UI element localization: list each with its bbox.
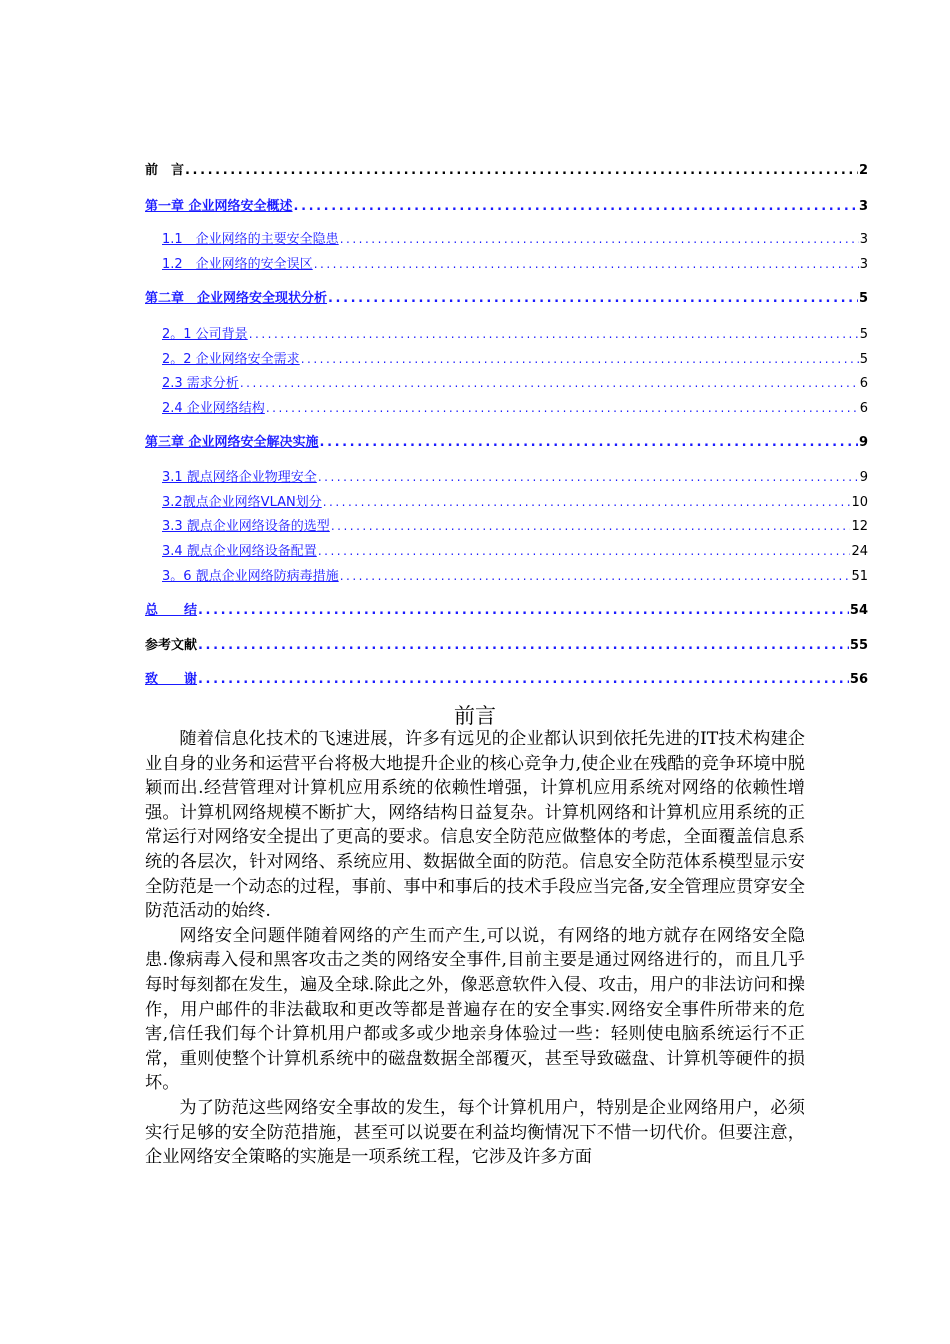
toc-leader-dots [301,350,859,368]
toc-entry-title: 3.2靓点企业网络VLAN划分 [162,495,322,510]
toc-entry-page: 51 [851,569,868,584]
toc-leader-dots [318,468,859,486]
toc-leader-dots [331,517,851,535]
toc-entry-page: 9 [858,435,868,450]
toc-entry-3-1[interactable] [145,468,868,487]
toc-entry-title: 3.4 靓点企业网络设备配置 [162,544,317,559]
toc-entry-page: 5 [859,352,868,367]
toc-entry-title: 3.3 靓点企业网络设备的选型 [162,519,330,534]
preface-paragraph: 随着信息化技术的飞速进展，许多有远见的企业都认识到依托先进的IT技术构建企业自身的业务和运营平台将极大地提升企业的核心竞争力,使企业在残酷的竞争环境中脱颖而出.经营管理对计算机应用系统的依赖性增强，计算机应用系统对网络的依赖性增强。计算机网络规模不断扩大，网络结构日益复杂。计算机网络和计算机应用系统的正常运行对网络安全提出了更高的要求。信息安全防范应做整体的考虑，全面覆盖信息系统的各层次，针对网络、系统应用、数据做全面的防范。信息安全防范体系模型显示安全防范是一个动态的过程，事前、事中和事后的技术手段应当完备,安全管理应贯穿安全防范活动的始终. [145,729,805,922]
toc-entry-title: 2。2 企业网络安全需求 [162,352,300,367]
toc-entry-title: 1.1 企业网络的主要安全隐患 [162,232,339,247]
toc-leader-dots [328,290,858,308]
toc-entry-chapter-1[interactable] [145,198,868,216]
toc-entry-title: 2。1 公司背景 [162,327,248,342]
toc-entry-page: 5 [858,291,868,306]
toc-entry-title: 第三章 企业网络安全解决实施 [145,435,319,450]
toc-entry-title: 参考文献 [145,638,198,653]
toc-entry-page: 3 [859,257,868,272]
toc-leader-dots [266,399,859,417]
toc-leader-dots [320,434,858,452]
toc-entry-page: 6 [859,401,868,416]
toc-entry-summary[interactable] [145,602,868,620]
preface-paragraph: 网络安全问题伴随着网络的产生而产生,可以说，有网络的地方就存在网络安全隐患.像病毒入侵和黑客攻击之类的网络安全事件,目前主要是通过网络进行的，而且几乎每时每刻都在发生，遍及全球.除此之外，像恶意软件入侵、攻击，用户的非法访问和操作，用户邮件的非法截取和更改等都是普遍存在的安全事实.网络安全事件所带来的危害,信任我们每个计算机用户都或多或少地亲身体验过一些：轻则使电脑系统运行不正常，重则使整个计算机系统中的磁盘数据全部覆灭，甚至导致磁盘、计算机等硬件的损坏。 [145,925,805,1094]
toc-leader-dots [185,162,858,180]
toc-entry-references[interactable] [145,637,868,655]
toc-entry-title: 2.4 企业网络结构 [162,401,265,416]
toc-leader-dots [198,671,849,689]
toc-entry-title: 致 谢 [145,672,198,687]
preface-paragraph: 为了防范这些网络安全事故的发生，每个计算机用户，特别是企业网络用户，必须实行足够的安全防范措施，甚至可以说要在利益均衡情况下不惜一切代价。但要注意，企业网络安全策略的实施是一项系统工程，它涉及许多方面 [145,1097,805,1168]
toc-leader-dots [318,542,851,560]
toc-entry-2-2[interactable] [145,350,868,369]
toc-leader-dots [198,602,849,620]
toc-leader-dots [323,493,851,511]
toc-entry-3-2[interactable] [145,493,868,512]
preface-heading: 前言 [454,704,496,728]
toc-entry-page: 6 [859,376,868,391]
toc-entry-title: 总 结 [145,603,198,618]
toc-entry-page: 55 [849,638,868,653]
toc-leader-dots [240,374,859,392]
toc-entry-page: 10 [851,495,868,510]
toc-entry-page: 9 [859,470,868,485]
toc-entry-2-3[interactable] [145,374,868,393]
toc-entry-title: 3.1 靓点网络企业物理安全 [162,470,317,485]
toc-entry-chapter-2[interactable] [145,290,868,308]
toc-entry-2-1[interactable] [145,325,868,344]
toc-entry-page: 5 [859,327,868,342]
toc-entry-page: 3 [858,199,868,214]
toc-entry-title: 第二章 企业网络安全现状分析 [145,291,328,306]
toc-leader-dots [314,255,859,273]
toc-entry-2-4[interactable] [145,399,868,418]
toc-entry-title: 第一章 企业网络安全概述 [145,199,293,214]
toc-entry-acknowledgements[interactable] [145,671,868,689]
toc-entry-page: 54 [849,603,868,618]
toc-entry-page: 3 [859,232,868,247]
toc-entry-3-6[interactable] [145,567,868,586]
toc-entry-title: 3。6 靓点企业网络防病毒措施 [162,569,339,584]
toc-leader-dots [198,637,849,655]
toc-leader-dots [294,198,858,216]
preface-body [145,727,805,1170]
toc-entry-title: 1.2 企业网络的安全误区 [162,257,313,272]
toc-entry-3-3[interactable] [145,517,868,536]
toc-entry-page: 24 [851,544,868,559]
toc-leader-dots [340,567,851,585]
toc-entry-title: 2.3 需求分析 [162,376,239,391]
toc-leader-dots [249,325,859,343]
toc-entry-1-2[interactable] [145,255,868,274]
toc-entry-1-1[interactable] [145,230,868,249]
toc-entry-title: 前 言 [145,163,185,178]
toc-entry-preface[interactable] [145,162,868,180]
toc-entry-chapter-3[interactable] [145,434,868,452]
toc-entry-3-4[interactable] [145,542,868,561]
toc-entry-page: 2 [858,163,868,178]
toc-entry-page: 12 [851,519,868,534]
toc-entry-page: 56 [849,672,868,687]
toc-leader-dots [340,230,859,248]
